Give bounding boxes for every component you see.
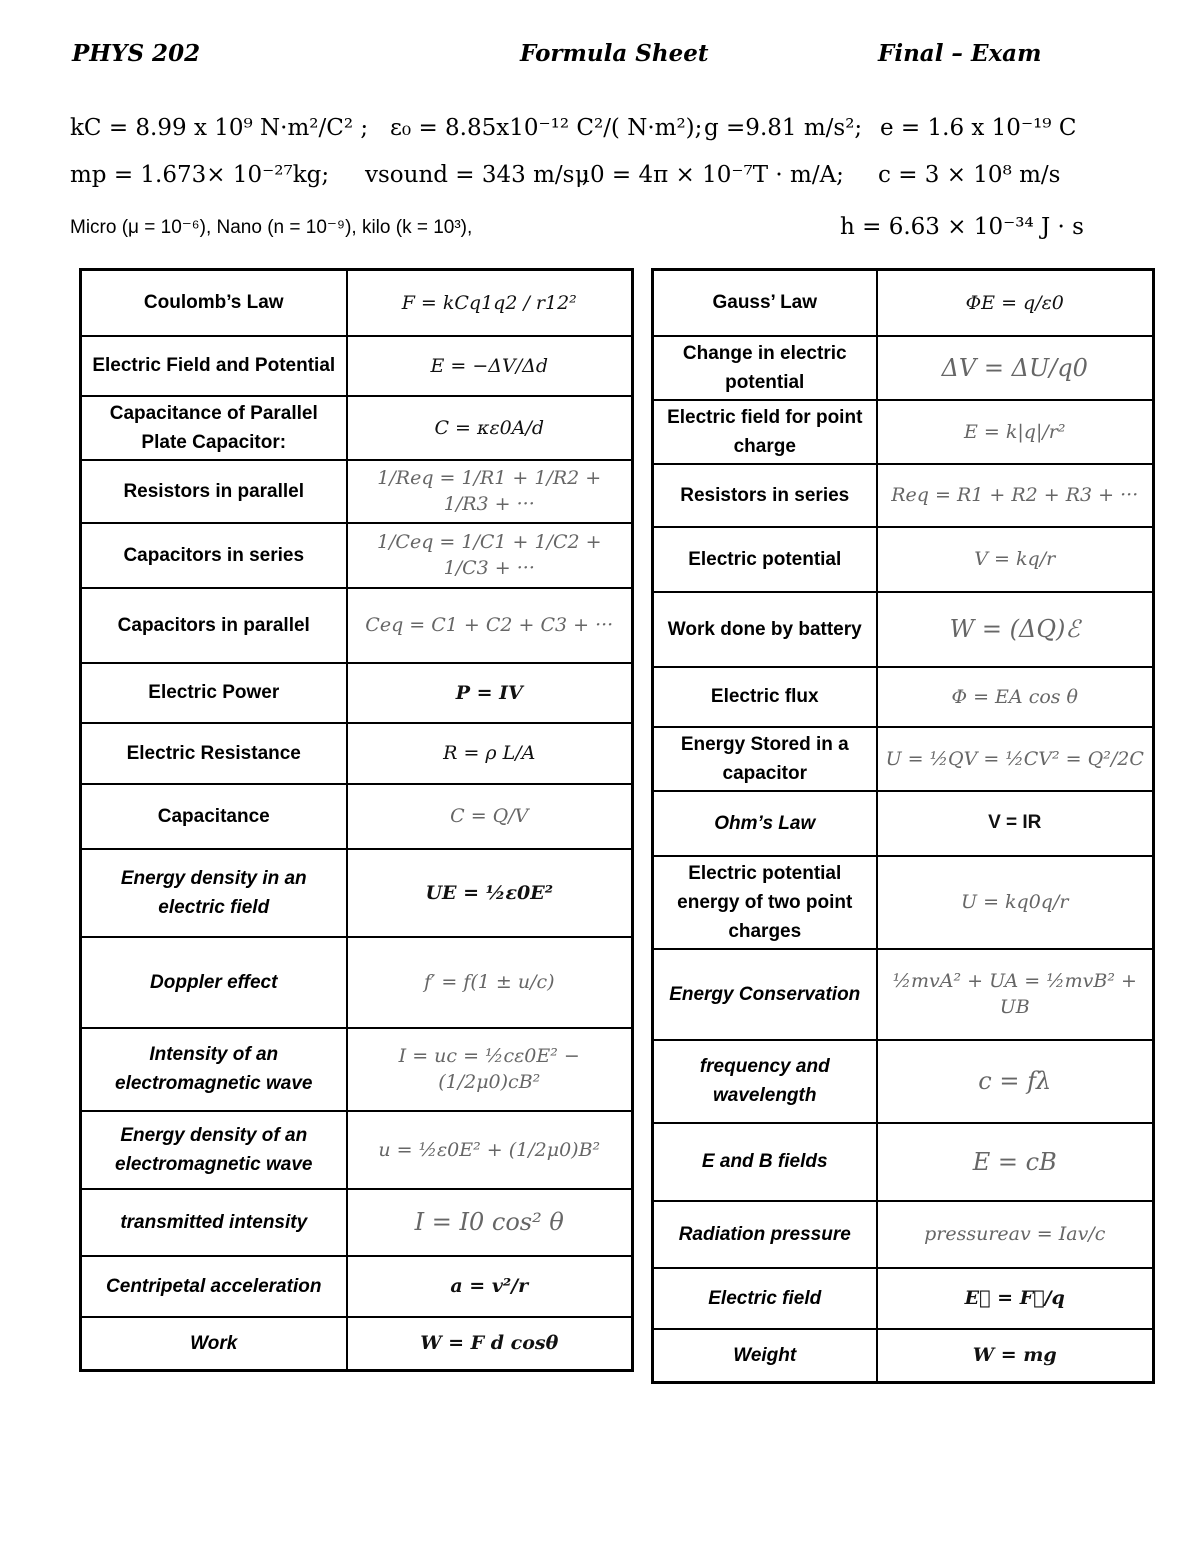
exam-title: Final – Exam — [878, 40, 1042, 67]
formula-name-coulomb-s-law: Coulomb’s Law — [81, 270, 347, 336]
right-table-row — [653, 856, 1154, 949]
electron-charge: e = 1.6 x 10⁻¹⁹ C — [880, 115, 1077, 141]
formula-name-electric-field-and-potential: Electric Field and Potential — [81, 336, 347, 396]
left-table-row — [81, 1256, 633, 1317]
formula-capacitance-of-parallel-plate-capacitor: C = κε0A/d — [347, 396, 633, 460]
formula-doppler-effect: f′ = f(1 ± u/c) — [347, 937, 633, 1028]
formula-electric-resistance: R = ρ L/A — [347, 723, 633, 784]
left-table-row — [81, 270, 633, 336]
right-formula-table — [651, 268, 1155, 1384]
left-table-row — [81, 336, 633, 396]
right-table-row — [653, 791, 1154, 856]
planck-constant: h = 6.63 × 10⁻³⁴ J · s — [840, 214, 1084, 240]
formula-centripetal-acceleration: a = v²/r — [347, 1256, 633, 1317]
formula-name-e-and-b-fields: E and B fields — [653, 1123, 877, 1201]
formula-name-transmitted-intensity: transmitted intensity — [81, 1189, 347, 1256]
formula-change-in-electric-potential: ΔV = ΔU/q0 — [877, 336, 1154, 400]
right-table-row — [653, 1268, 1154, 1329]
formula-gauss-law: ΦE = q/ε0 — [877, 270, 1154, 336]
formula-name-gauss-law: Gauss’ Law — [653, 270, 877, 336]
coulomb-constant: kC = 8.99 x 10⁹ N·m²/C² ; — [70, 115, 369, 141]
left-table-row — [81, 588, 633, 663]
formula-name-weight: Weight — [653, 1329, 877, 1383]
formula-electric-field-and-potential: E = −ΔV/Δd — [347, 336, 633, 396]
left-table-row — [81, 784, 633, 849]
right-table-row — [653, 336, 1154, 400]
formula-energy-density-in-an-electric-field: UE = ½ε0E² — [347, 849, 633, 937]
formula-name-centripetal-acceleration: Centripetal acceleration — [81, 1256, 347, 1317]
formula-name-frequency-and-wavelength: frequency and wavelength — [653, 1040, 877, 1123]
left-table-row — [81, 1189, 633, 1256]
right-table-row — [653, 1329, 1154, 1383]
proton-mass: mp = 1.673× 10⁻²⁷kg; — [70, 162, 330, 188]
permeability-constant: μ0 = 4π × 10⁻⁷T · m/A; — [575, 162, 844, 188]
formula-name-electric-potential-energy-of-two-point-charges: Electric potential energy of two point charges — [653, 856, 877, 949]
formula-resistors-in-parallel: 1/Req = 1/R1 + 1/R2 + 1/R3 + ··· — [347, 460, 633, 523]
gravity-constant: g =9.81 m/s²; — [704, 115, 863, 141]
sheet-title: Formula Sheet — [520, 40, 709, 67]
formula-name-energy-stored-in-a-capacitor: Energy Stored in a capacitor — [653, 727, 877, 791]
formula-name-radiation-pressure: Radiation pressure — [653, 1201, 877, 1268]
formula-weight: W = mg — [877, 1329, 1154, 1383]
formula-electric-field-for-point-charge: E = k|q|/r² — [877, 400, 1154, 464]
formula-electric-field: E⃗ = F⃗/q — [877, 1268, 1154, 1329]
left-table-row — [81, 723, 633, 784]
left-table-row — [81, 1111, 633, 1189]
left-table-row — [81, 937, 633, 1028]
right-table-row — [653, 949, 1154, 1040]
formula-resistors-in-series: Req = R1 + R2 + R3 + ··· — [877, 464, 1154, 527]
formula-capacitance: C = Q/V — [347, 784, 633, 849]
formula-ohm-s-law: V = IR — [877, 791, 1154, 856]
formula-name-electric-resistance: Electric Resistance — [81, 723, 347, 784]
right-table-row — [653, 527, 1154, 592]
formula-coulomb-s-law: F = kCq1q2 / r12² — [347, 270, 633, 336]
formula-name-electric-potential: Electric potential — [653, 527, 877, 592]
sound-speed: vsound = 343 m/s ; — [365, 162, 590, 188]
formula-name-electric-field: Electric field — [653, 1268, 877, 1329]
right-table-row — [653, 270, 1154, 336]
formula-name-energy-density-of-an-electromagnetic-wave: Energy density of an electromagnetic wave — [81, 1111, 347, 1189]
right-table-row — [653, 464, 1154, 527]
formula-name-capacitance: Capacitance — [81, 784, 347, 849]
formula-name-doppler-effect: Doppler effect — [81, 937, 347, 1028]
light-speed: c = 3 × 10⁸ m/s — [878, 162, 1061, 188]
formula-electric-power: P = IV — [347, 663, 633, 723]
right-table-row — [653, 592, 1154, 667]
formula-name-electric-field-for-point-charge: Electric field for point charge — [653, 400, 877, 464]
formula-intensity-of-an-electromagnetic-wave: I = uc = ½cε0E² − (1/2μ0)cB² — [347, 1028, 633, 1111]
formula-name-energy-conservation: Energy Conservation — [653, 949, 877, 1040]
right-table-row — [653, 400, 1154, 464]
formula-work: W = F d cosθ — [347, 1317, 633, 1371]
formula-name-intensity-of-an-electromagnetic-wave: Intensity of an electromagnetic wave — [81, 1028, 347, 1111]
left-table-row — [81, 1028, 633, 1111]
formula-electric-potential: V = kq/r — [877, 527, 1154, 592]
formula-electric-flux: Φ = EA cos θ — [877, 667, 1154, 727]
formula-name-electric-power: Electric Power — [81, 663, 347, 723]
formula-name-electric-flux: Electric flux — [653, 667, 877, 727]
formula-frequency-and-wavelength: c = fλ — [877, 1040, 1154, 1123]
formula-name-change-in-electric-potential: Change in electric potential — [653, 336, 877, 400]
formula-name-resistors-in-parallel: Resistors in parallel — [81, 460, 347, 523]
course-title: PHYS 202 — [72, 40, 201, 67]
left-table-row — [81, 849, 633, 937]
left-table-row — [81, 523, 633, 588]
right-table-row — [653, 667, 1154, 727]
formula-capacitors-in-parallel: Ceq = C1 + C2 + C3 + ··· — [347, 588, 633, 663]
formula-name-work: Work — [81, 1317, 347, 1371]
formula-name-resistors-in-series: Resistors in series — [653, 464, 877, 527]
formula-radiation-pressure: pressureav = Iav/c — [877, 1201, 1154, 1268]
formula-e-and-b-fields: E = cB — [877, 1123, 1154, 1201]
right-table-row — [653, 1040, 1154, 1123]
formula-energy-stored-in-a-capacitor: U = ½QV = ½CV² = Q²/2C — [877, 727, 1154, 791]
formula-capacitors-in-series: 1/Ceq = 1/C1 + 1/C2 + 1/C3 + ··· — [347, 523, 633, 588]
permittivity-constant: ε₀ = 8.85x10⁻¹² C²/( N·m²); — [390, 115, 703, 141]
formula-name-capacitors-in-series: Capacitors in series — [81, 523, 347, 588]
right-table-row — [653, 727, 1154, 791]
right-table-row — [653, 1123, 1154, 1201]
formula-name-capacitance-of-parallel-plate-capacitor: Capacitance of Parallel Plate Capacitor: — [81, 396, 347, 460]
formula-name-capacitors-in-parallel: Capacitors in parallel — [81, 588, 347, 663]
formula-electric-potential-energy-of-two-point-charges: U = kq0q/r — [877, 856, 1154, 949]
left-table-row — [81, 460, 633, 523]
formula-work-done-by-battery: W = (ΔQ)ℰ — [877, 592, 1154, 667]
unit-prefixes: Micro (μ = 10⁻⁶), Nano (n = 10⁻⁹), kilo (k = 10³), — [70, 217, 473, 238]
right-table-row — [653, 1201, 1154, 1268]
left-formula-table — [79, 268, 634, 1372]
formula-name-energy-density-in-an-electric-field: Energy density in an electric field — [81, 849, 347, 937]
formula-transmitted-intensity: I = I0 cos² θ — [347, 1189, 633, 1256]
formula-energy-density-of-an-electromagnetic-wave: u = ½ε0E² + (1/2μ0)B² — [347, 1111, 633, 1189]
formula-name-ohm-s-law: Ohm’s Law — [653, 791, 877, 856]
formula-energy-conservation: ½mvA² + UA = ½mvB² + UB — [877, 949, 1154, 1040]
left-table-row — [81, 396, 633, 460]
left-table-row — [81, 663, 633, 723]
left-table-row — [81, 1317, 633, 1371]
formula-name-work-done-by-battery: Work done by battery — [653, 592, 877, 667]
